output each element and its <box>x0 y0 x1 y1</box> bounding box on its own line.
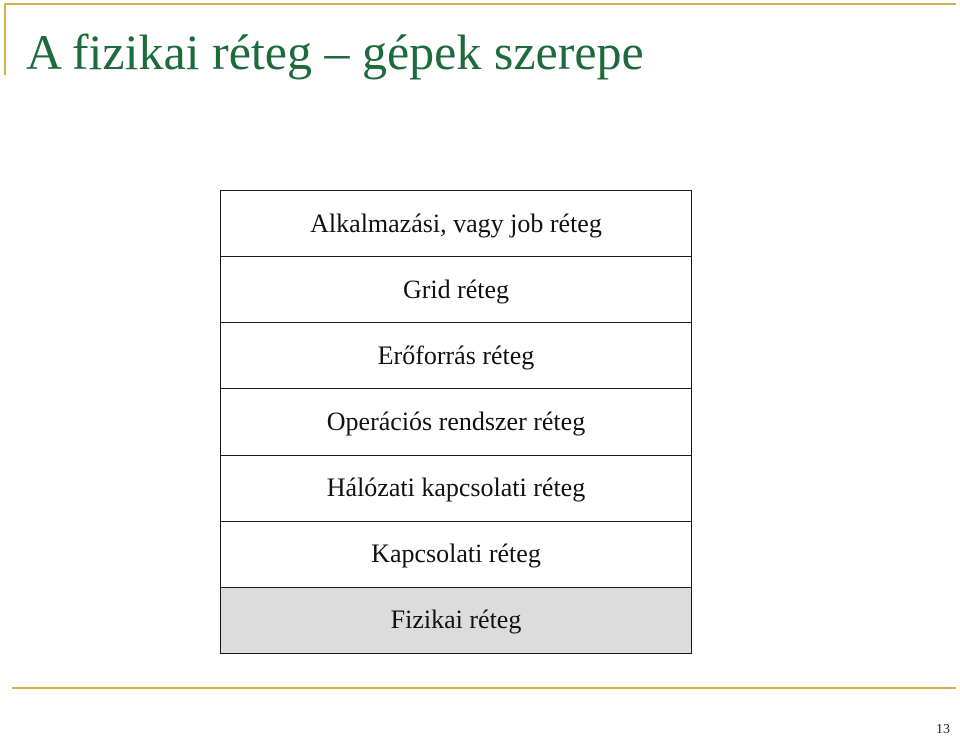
layer-stack-diagram <box>220 190 692 654</box>
layer-application: Alkalmazási, vagy job réteg <box>221 191 691 257</box>
layer-grid: Grid réteg <box>221 257 691 323</box>
layer-network-connection: Hálózati kapcsolati réteg <box>221 456 691 522</box>
layer-connection: Kapcsolati réteg <box>221 522 691 588</box>
slide-title: A fizikai réteg – gépek szerepe <box>26 24 644 80</box>
layer-resource: Erőforrás réteg <box>221 323 691 389</box>
left-rule <box>4 3 6 75</box>
layer-physical: Fizikai réteg <box>221 588 691 653</box>
layer-operating-system: Operációs rendszer réteg <box>221 389 691 455</box>
top-rule <box>4 3 956 5</box>
page-number: 13 <box>936 722 950 737</box>
bottom-rule <box>12 687 956 689</box>
